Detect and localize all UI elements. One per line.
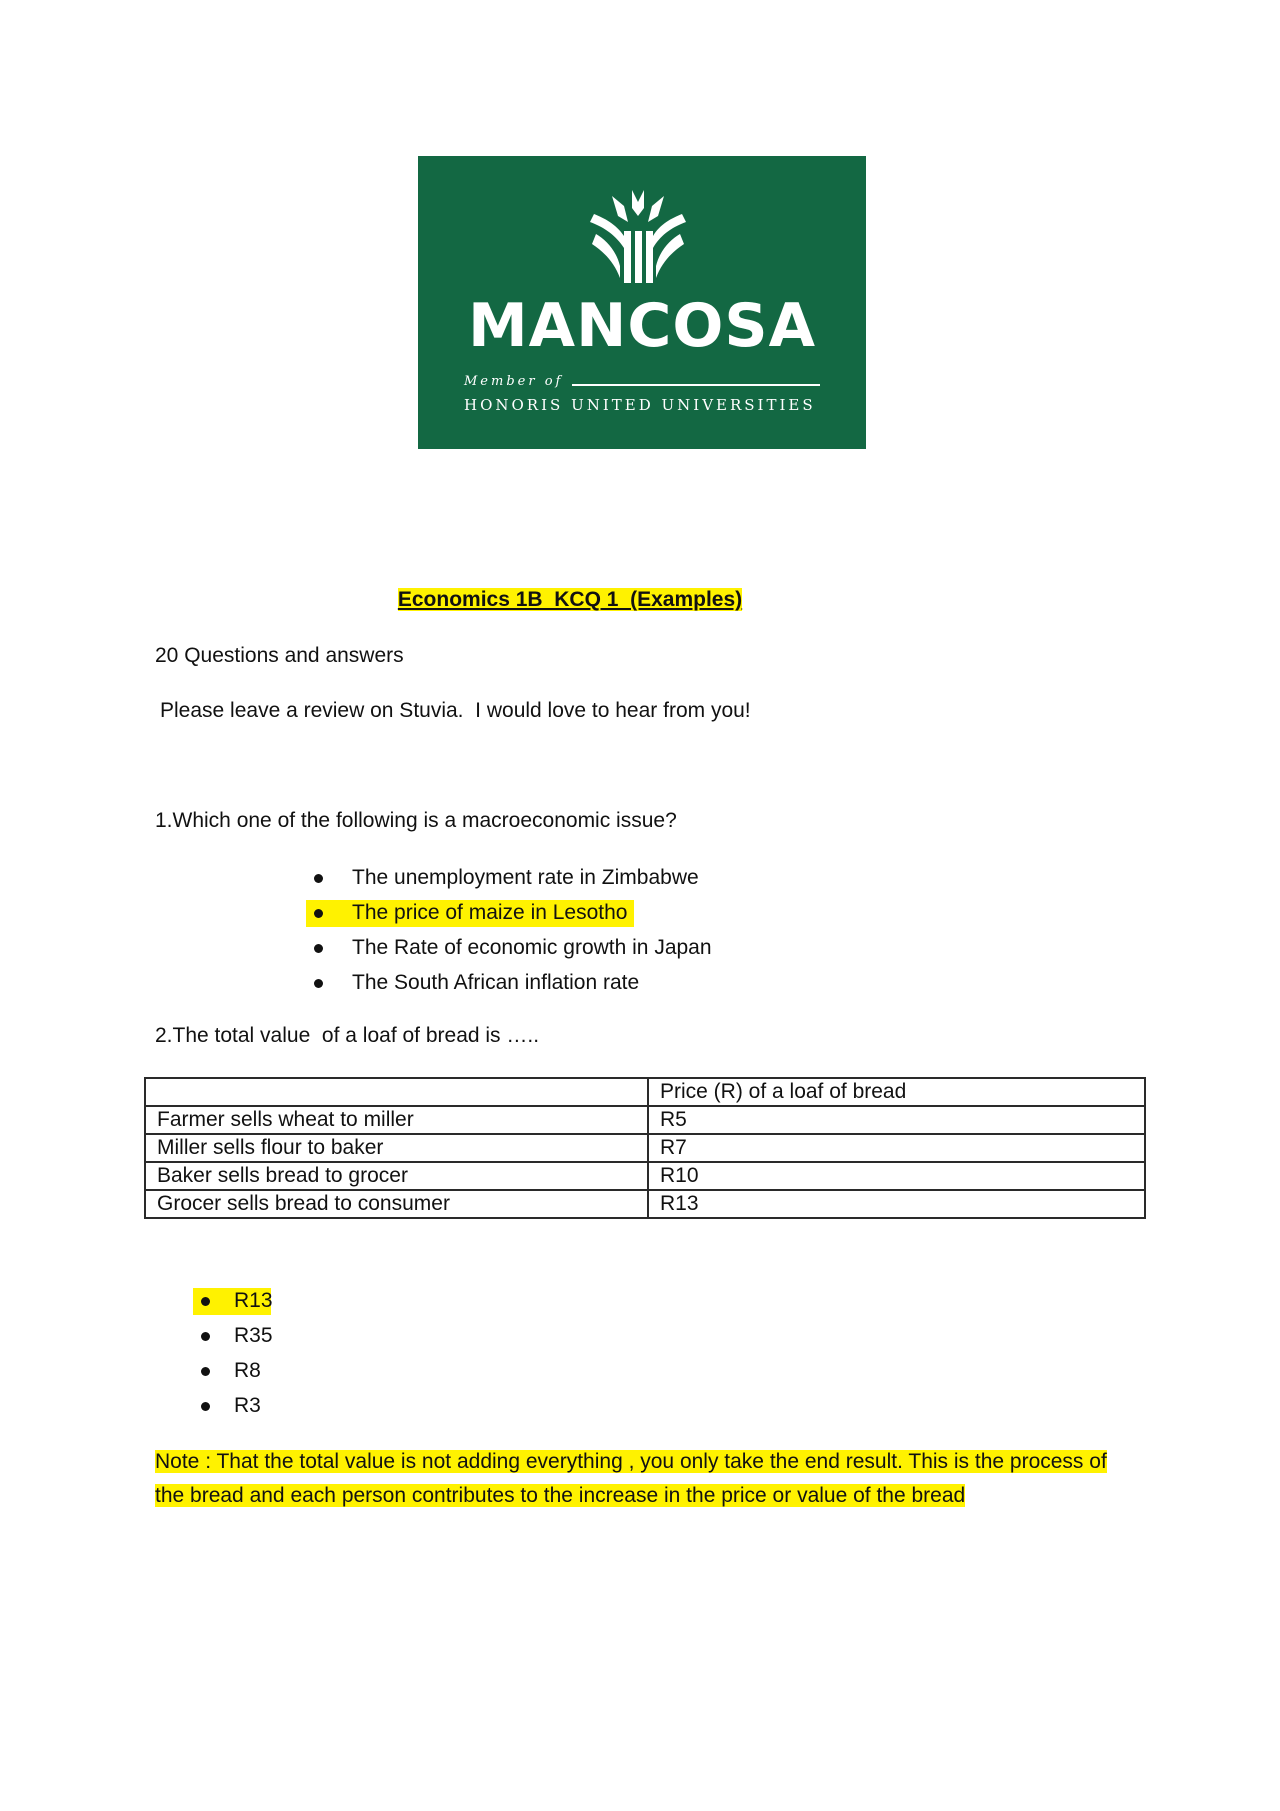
bullet-icon	[201, 1367, 210, 1376]
option-text: The price of maize in Lesotho	[352, 901, 628, 924]
subtitle: 20 Questions and answers	[155, 644, 404, 667]
table-cell: R10	[648, 1162, 1145, 1190]
bullet-icon	[314, 874, 323, 883]
mancosa-logo	[418, 156, 866, 449]
option-text: The unemployment rate in Zimbabwe	[352, 866, 699, 889]
option-text: R3	[234, 1394, 261, 1417]
document-title	[0, 588, 1140, 612]
logo-divider	[572, 384, 820, 386]
answer-note-text: Note : That the total value is not adding everything , you only take the end result. This is the process of the bread and each person contributes to the increase in the price or value of the bread	[155, 1450, 1107, 1507]
table-cell: Farmer sells wheat to miller	[145, 1106, 648, 1134]
table-header-cell: Price (R) of a loaf of bread	[648, 1078, 1145, 1106]
review-note: Please leave a review on Stuvia. I would love to hear from you!	[160, 699, 751, 722]
table-cell: R5	[648, 1106, 1145, 1134]
option-text: R8	[234, 1359, 261, 1382]
logo-member-text: Member of	[464, 374, 564, 389]
logo-network-text: HONORIS UNITED UNIVERSITIES	[464, 396, 816, 414]
logo-wordmark: MANCOSA	[467, 291, 817, 361]
table-cell: Grocer sells bread to consumer	[145, 1190, 648, 1218]
answer-note	[155, 1445, 1135, 1513]
question-2-prompt: 2.The total value of a loaf of bread is …..	[155, 1024, 540, 1047]
option-text: R35	[234, 1324, 273, 1347]
option-text: R13	[234, 1289, 273, 1312]
bullet-icon	[314, 979, 323, 988]
table-row	[145, 1134, 1145, 1162]
bullet-icon	[201, 1332, 210, 1341]
table-cell: R13	[648, 1190, 1145, 1218]
table-cell: R7	[648, 1134, 1145, 1162]
table-cell: Miller sells flour to baker	[145, 1134, 648, 1162]
bullet-icon	[314, 909, 323, 918]
table-header-row	[145, 1078, 1145, 1106]
bullet-icon	[201, 1402, 210, 1411]
question-1-prompt: 1.Which one of the following is a macroeconomic issue?	[155, 809, 677, 832]
option-text: The Rate of economic growth in Japan	[352, 936, 712, 959]
option-text: The South African inflation rate	[352, 971, 640, 994]
table-row	[145, 1190, 1145, 1218]
table-row	[145, 1106, 1145, 1134]
bullet-icon	[201, 1297, 210, 1306]
bread-price-table	[144, 1077, 1146, 1219]
table-cell: Baker sells bread to grocer	[145, 1162, 648, 1190]
bullet-icon	[314, 944, 323, 953]
document-title-text: Economics 1B KCQ 1 (Examples)	[397, 588, 743, 611]
table-row	[145, 1162, 1145, 1190]
table-cell	[145, 1078, 648, 1106]
